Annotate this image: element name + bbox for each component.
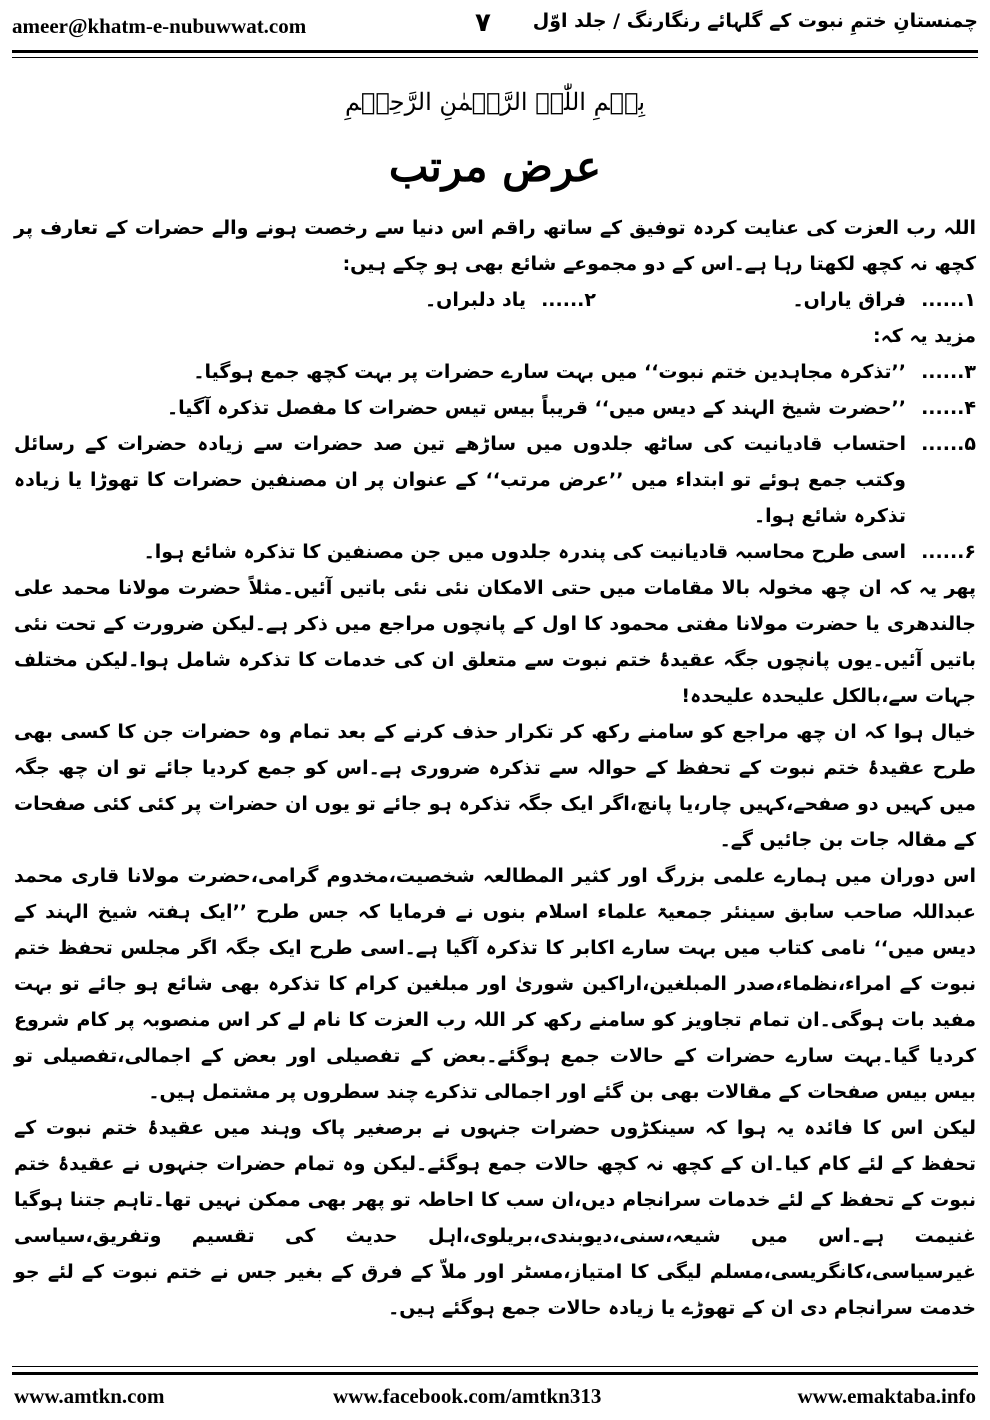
footer-rule-thin (12, 1366, 978, 1367)
item-number: ۵...... (921, 433, 976, 455)
page-footer (0, 1366, 990, 1420)
body-paragraph: لیکن اس کا فائدہ یہ ہوا کہ سینکڑوں حضرات جنہوں نے برصغیر پاک وہند میں عقیدۂ ختم نبوت کے تحفظ کے لئے کام کیا۔ان کے کچھ نہ کچھ حالات جمع ہوگئے۔لیکن وہ تمام حضرات جنہوں نے عقیدۂ ختم نبوت کے تحفظ کے لئے خدمات سرانجام دیں،ان سب کا احاطہ تو پھر بھی ممکن نہیں تھا۔تاہم جتنا ہوگیا غنیمت ہے۔اس میں شیعہ،سنی،دیوبندی،بریلوی،اہل حدیث کی تقسیم وتفریق،سیاسی غیرسیاسی،کانگریسی،مسلم لیگی کا امتیاز،مسٹر اور ملاّ کے فرق کے بغیر جس نے ختم نبوت کے لئے جو خدمت سرانجام دی ان کے تھوڑے یا زیادہ حالات جمع ہوگئے ہیں۔ (14, 1117, 976, 1319)
bismillah: بِسۡمِ اللّٰہِ الرَّحۡمٰنِ الرَّحِیۡمِ (344, 88, 646, 116)
footer-link-amtkn[interactable]: www.amtkn.com (14, 1384, 165, 1408)
footer-rule-thick (12, 1372, 978, 1375)
footer-link-facebook[interactable]: www.facebook.com/amtkn313 (333, 1384, 602, 1408)
book-title: چمنستانِ ختمِ نبوت کے گلہائے رنگارنگ / جلد اوّل (532, 10, 978, 32)
item-text: اسی طرح محاسبہ قادیانیت کی پندرہ جلدوں میں جن مصنفین کا تذکرہ شائع ہوا۔ (143, 541, 906, 563)
page-header (0, 0, 990, 70)
list-item (596, 282, 976, 318)
list-item (14, 390, 976, 426)
body-paragraph: خیال ہوا کہ ان چھ مراجع کو سامنے رکھ کر تکرار حذف کرنے کے بعد تمام وہ حضرات جن کا کسی بھی طرح عقیدۂ ختم نبوت کے تحفظ کے حوالہ سے تذکرہ ضروری ہے۔اس کو جمع کردیا جائے تو ان چھ جگہ میں کہیں دو صفحے،کہیں چار،یا پانچ،اگر ایک جگہ تذکرہ ہو جائے تو یوں ان حضرات پر کئی کئی صفحات کے مقالہ جات بن جائیں گے۔ (14, 721, 976, 851)
item-number: ۱...... (921, 289, 976, 311)
item-text: فراق یاراں۔ (792, 289, 906, 311)
page-body (14, 210, 976, 1326)
header-rule-thin (12, 57, 978, 58)
body-paragraph: اس دوران میں ہمارے علمی بزرگ اور کثیر المطالعہ شخصیت،مخدوم گرامی،حضرت مولانا قاری محمد عبداللہ صاحب سابق سینئر جمعیۃ علماء اسلام بنوں نے فرمایا کہ جس طرح ’’ایک ہفتہ شیخ الہند کے دیس میں‘‘ نامی کتاب میں بہت سارے اکابر کا تذکرہ آگیا ہے۔اسی طرح ایک جگہ اگر مجلس تحفظ ختم نبوت کے امراء،نظماء،صدر المبلغین،اراکین شوریٰ اور مبلغین کرام کا تذکرہ بھی شائع ہو جائے تو بہت مفید بات ہوگی۔ان تمام تجاویز کو سامنے رکھ کر اللہ رب العزت کا نام لے کر اس منصوبہ پر کام شروع کردیا گیا۔بہت سارے حضرات کے حالات جمع ہوگئے۔بعض کے تفصیلی اور بعض کے اجمالی،تفصیلی تو بیس بیس صفحات کے مقالات بھی بن گئے اور اجمالی تذکرے چند سطروں پر مشتمل ہیں۔ (14, 865, 976, 1103)
list-item (216, 282, 596, 318)
item-number: ۴...... (921, 397, 976, 419)
item-number: ۳...... (921, 361, 976, 383)
page-number: ۷ (475, 8, 491, 38)
intro-paragraph: اللہ رب العزت کی عنایت کردہ توفیق کے ساتھ راقم اس دنیا سے رخصت ہونے والے حضرات کے تعارف پر کچھ نہ کچھ لکھتا رہا ہے۔اس کے دو مجموعے شائع بھی ہو چکے ہیں: (14, 217, 976, 275)
item-text: ’’تذکرہ مجاہدین ختم نبوت‘‘ میں بہت سارے حضرات پر بہت کچھ جمع ہوگیا۔ (193, 361, 906, 383)
header-rule-thick (12, 50, 978, 53)
books-list (14, 282, 976, 318)
more-label: مزید یہ کہ: (873, 325, 976, 347)
list-item (14, 534, 976, 570)
item-number: ۲...... (541, 289, 596, 311)
item-text: ’’حضرت شیخ الہند کے دیس میں‘‘ قریباً بیس تیس حضرات کا مفصل تذکرہ آگیا۔ (167, 397, 906, 419)
item-text: یاد دلبراں۔ (425, 289, 526, 311)
list-item (14, 426, 976, 534)
footer-link-emaktaba[interactable]: www.emaktaba.info (797, 1384, 976, 1408)
list-item (14, 354, 976, 390)
page-title: عرض مرتب (388, 142, 602, 191)
header-email: ameer@khatm-e-nubuwwat.com (12, 14, 307, 38)
item-text: احتساب قادیانیت کی ساٹھ جلدوں میں ساڑھے تین صد حضرات سے زیادہ حضرات کے رسائل وکتب جمع ہوئے تو ابتداء میں ’’عرض مرتب‘‘ کے عنوان پر ان مصنفین حضرات کا تھوڑا یا زیادہ تذکرہ شائع ہوا۔ (14, 433, 906, 527)
body-paragraph: پھر یہ کہ ان چھ مخولہ بالا مقامات میں حتی الامکان نئی نئی باتیں آئیں۔مثلاً حضرت مولانا محمد علی جالندھری یا حضرت مولانا مفتی محمود کا اول کے پانچوں مراجع میں ذکر ہے۔لیکن ضرورت کے تحت نئی باتیں آئیں۔یوں پانچوں جگہ عقیدۂ ختم نبوت سے متعلق ان کی خدمات کا تذکرہ شامل ہوا۔لیکن مختلف جہات سے،بالکل علیحدہ علیحدہ! (14, 577, 976, 707)
item-number: ۶...... (921, 541, 976, 563)
